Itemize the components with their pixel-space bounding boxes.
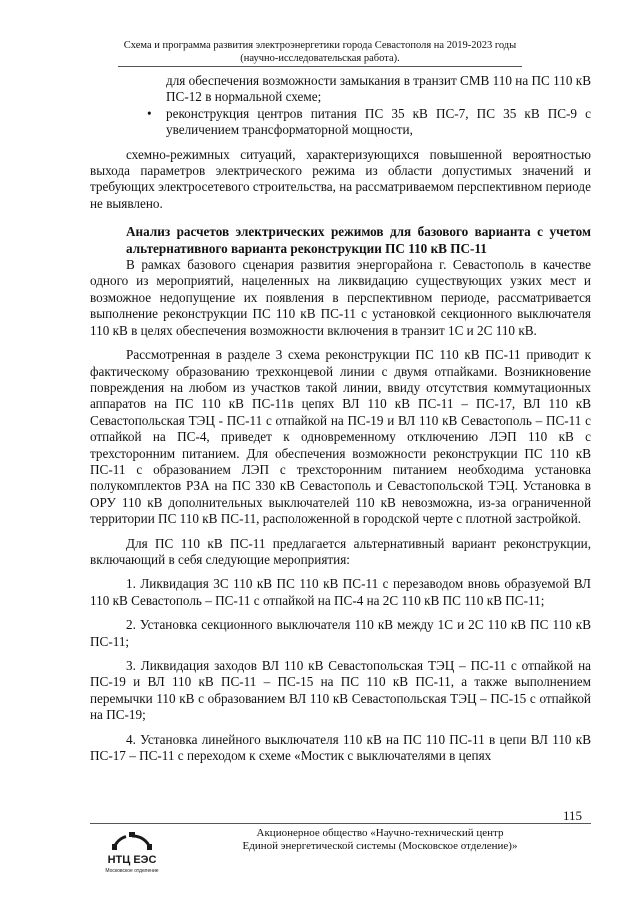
page-header [118,39,522,65]
paragraph-alternative: Для ПС 110 кВ ПС-11 предлагается альтернативный вариант реконструкции, включающий в себя следующие мероприятия: [90,535,591,567]
list-item: 2. Установка секционного выключателя 110 кВ между 1С и 2С 110 кВ ПС 110 кВ ПС-11; [90,617,591,649]
header-title-line2: (научно-исследовательская работа). [240,53,400,64]
section-heading: Анализ расчетов электрических режимов для базового варианта с учетом альтернативного варианта реконструкции ПС 110 кВ ПС-11 [126,224,591,256]
header-divider [118,66,522,67]
list-item: 4. Установка линейного выключателя 110 кВ на ПС 110 ПС-11 в цепи ВЛ 110 кВ ПС-17 – ПС-11 с переходом к схеме «Мостик с выключателями в цепях [90,731,591,764]
bullet-item [90,106,591,139]
list-item: 1. Ликвидация 3С 110 кВ ПС 110 кВ ПС-11 с перезаводом вновь образуемой ВЛ 110 кВ Севастополь – ПС-11 с отпайкой на ПС-4 на 2С 110 кВ ПС 110 кВ ПС-11; [90,576,591,608]
list-item: 3. Ликвидация заходов ВЛ 110 кВ Севастопольская ТЭЦ – ПС-11 с отпайкой на ПС-19 и ВЛ 110 кВ ПС-11 – ПС-15 на ПС 110 кВ ПС-11, а также выполнением перемычки 110 кВ с образованием ВЛ 110 кВ Севастопольская ТЭЦ – ПС-15 с отпайкой на ПС-19; [90,658,591,723]
document-body [90,73,591,764]
footer-org-line1: Акционерное общество «Научно-технический центр [256,827,504,839]
page-number: 115 [563,808,583,823]
page-footer [220,827,540,853]
footer-divider [90,823,591,824]
bullet-marker: • [147,105,152,121]
paragraph-base-scenario: В рамках базового сценария развития энергорайона г. Севастополь в качестве одного из мероприятий, нацеленных на ликвидацию существующих узких мест и возможное недопущение их появления в перспективном периоде, рассматривается выполнение реконструкции ПС 110 кВ ПС-11 с установкой секционного выключателя 110 кВ в целях обеспечения возможности включения в транзит 1С и 2С 110 кВ. [90,257,591,338]
footer-org-line2: Единой энергетической системы (Московское отделение)» [242,840,518,852]
company-logo-icon [96,830,168,878]
header-title-line1: Схема и программа развития электроэнергетики города Севастополя на 2019-2023 годы [123,40,517,51]
logo-text: НТЦ ЕЭС [107,854,157,866]
bullet-item-continued: для обеспечения возможности замыкания в транзит СМВ 110 на ПС 110 кВ ПС-12 в нормальной схеме; [166,73,591,105]
bullet-item-text: реконструкция центров питания ПС 35 кВ ПС-7, ПС 35 кВ ПС-9 с увеличением трансформаторной мощности, [166,105,591,138]
paragraph-reconstruction-scheme: Рассмотренная в разделе 3 схема реконструкции ПС 110 кВ ПС-11 приводит к фактическому образованию трехконцевой линии с двумя отпайками. Возникновение повреждения на любом из участков такой линии, ввиду отсутствия коммутационных аппаратов на ПС 110 кВ ПС-11в цепях ВЛ 110 кВ ПС-11 – ПС-17, ВЛ 110 кВ Севастопольская ТЭЦ - ПС-11 с отпайкой на ПС-19 и ВЛ 110 кВ Севастополь – ПС-11 с отпайкой на ПС-4, приведет к одновременному отключению ЛЭП 110 кВ с трехсторонним питанием. Для обеспечения возможности реконструкции ПС 110 кВ ПС-11 с образованием ЛЭП с трехсторонним питанием необходима установка полукомплектов РЗА на ПС 330 кВ Севастополь и Севастопольской ТЭЦ. Установка в ОРУ 110 кВ дополнительных выключателей 110 кВ невозможна, из-за ограниченной территории ПС 110 кВ ПС-11, расположенной в городской черте с плотной застройкой. [90,347,591,527]
logo-subtext: Московское отделение [105,868,159,874]
paragraph-summary: схемно-режимных ситуаций, характеризующихся повышенной вероятностью выхода параметров электрического режима из области допустимых значений и требующих электросетевого строительства, на рассматриваемом перспективном периоде не выявлено. [90,146,591,211]
